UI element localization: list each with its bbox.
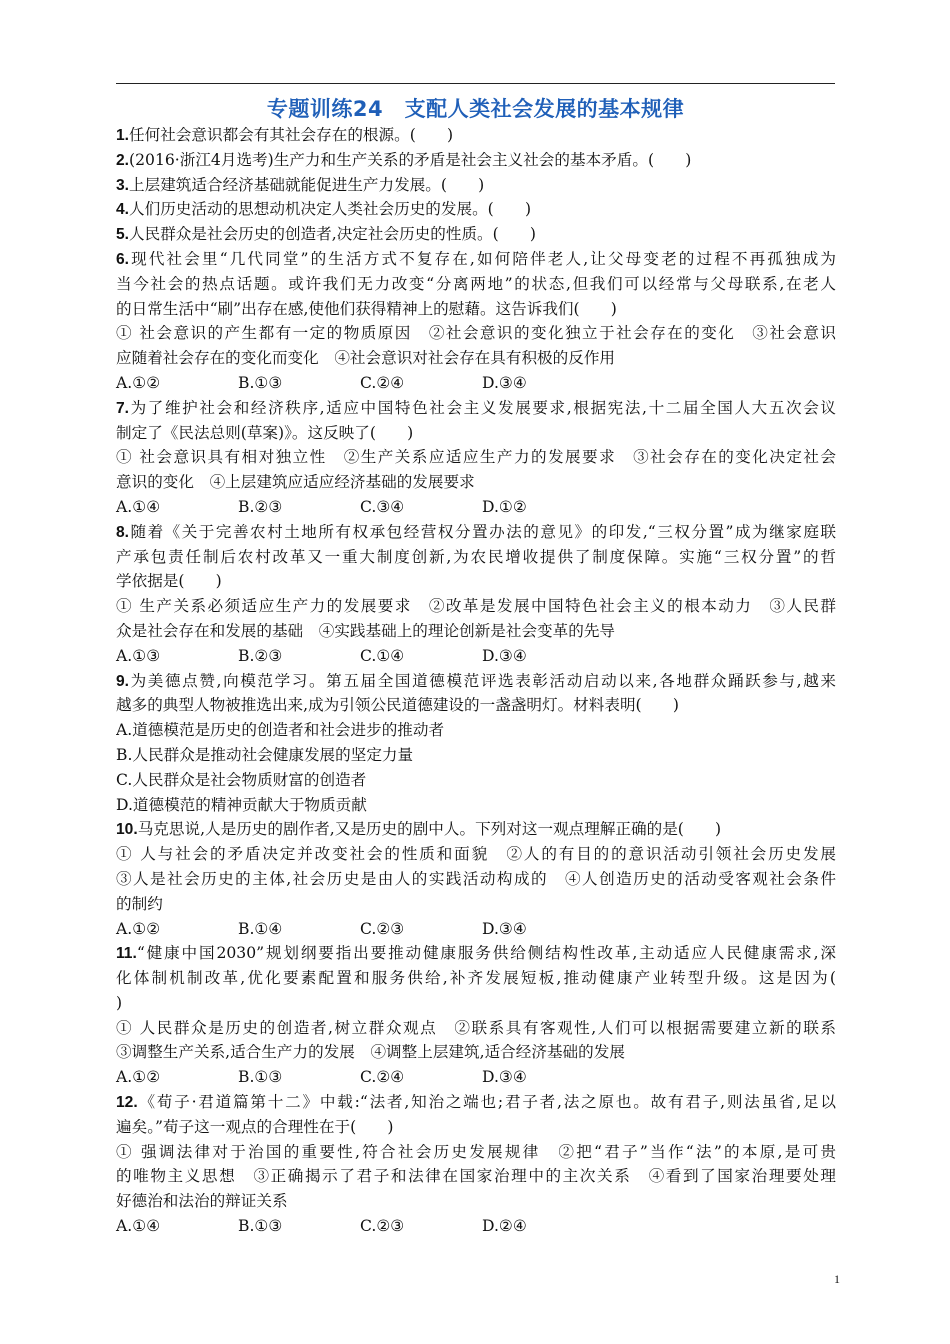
option-a: A.①② [116, 919, 161, 938]
q12-stem-line: 12.《荀子·君道篇第十二》中载:“法者,知治之端也;君子者,法之原也。故有君子,则法虽省,足以 [116, 1093, 836, 1112]
option-d: D.③④ [482, 919, 527, 938]
q10-item-line: 的制约 [116, 894, 163, 913]
question-number: 5. [116, 226, 130, 244]
q10-options [116, 917, 836, 942]
option-d: D.③④ [482, 646, 527, 665]
question-number: 6. [116, 250, 130, 268]
q8-item-line: 众是社会存在和发展的基础 ④实践基础上的理论创新是社会变革的先导 [116, 621, 616, 640]
q8-stem-line: 8.随着《关于完善农村土地所有权承包经营权分置办法的意见》的印发,“三权分置”成为继家庭联 [116, 522, 836, 541]
option-c: C.②③ [360, 919, 405, 938]
q9-choice-b: B.人民群众是推动社会健康发展的坚定力量 [116, 745, 414, 764]
option-d: D.②④ [482, 1217, 527, 1236]
question-number: 8. [116, 523, 130, 541]
q7-stem-line: 7.为了维护社会和经济秩序,适应中国特色社会主义发展要求,根据宪法,十二届全国人大五次会议 [116, 398, 836, 417]
question-number: 10. [116, 821, 138, 839]
page-number: 1 [834, 1272, 840, 1286]
option-d: D.①② [482, 497, 527, 516]
q12-item-line: 的唯物主义思想 ③正确揭示了君子和法律在国家治理中的主次关系 ④看到了国家治理要处理 [116, 1167, 836, 1186]
q10-item-line: ③人是社会历史的主体,社会历史是由人的实践活动构成的 ④人创造历史的活动受客观社会条件 [116, 869, 836, 888]
question-number: 3. [116, 176, 130, 194]
judgment-3: 3.上层建筑适合经济基础就能促进生产力发展。( ) [116, 175, 485, 194]
q10-stem-line: 10.马克思说,人是历史的剧作者,又是历史的剧中人。下列对这一观点理解正确的是( ) [116, 820, 722, 839]
option-a: A.①③ [116, 646, 161, 665]
q9-choice-a: A.道德模范是历史的创造者和社会进步的推动者 [116, 721, 445, 740]
option-c: C.①④ [360, 646, 405, 665]
question-number: 7. [116, 399, 130, 417]
question-number: 2. [116, 151, 130, 169]
q10-item-line: ① 人与社会的矛盾决定并改变社会的性质和面貌 ②人的有目的的意识活动引领社会历史发展 [116, 845, 836, 864]
q12-item-line: ① 强调法律对于治国的重要性,符合社会历史发展规律 ②把“君子”当作“法”的本原,是可贵 [116, 1142, 836, 1161]
question-number: 11. [116, 945, 137, 963]
option-c: C.③④ [360, 497, 405, 516]
q11-options [116, 1065, 836, 1090]
judgment-5: 5.人民群众是社会历史的创造者,决定社会历史的性质。( ) [116, 225, 536, 244]
q8-options [116, 644, 836, 669]
q9-stem-line: 9.为美德点赞,向模范学习。第五届全国道德模范评选表彰活动启动以来,各地群众踊跃参与,越来 [116, 671, 836, 690]
option-c: C.②③ [360, 1217, 405, 1236]
q6-item-line: ① 社会意识的产生都有一定的物质原因 ②社会意识的变化独立于社会存在的变化 ③社会意识 [116, 324, 836, 343]
option-b: B.②③ [238, 646, 283, 665]
option-c: C.②④ [360, 1068, 405, 1087]
q6-stem-line: 6.现代社会里“几代同堂”的生活方式不复存在,如何陪伴老人,让父母变老的过程不再孤独成为 [116, 249, 836, 268]
page-title: 专题训练24 支配人类社会发展的基本规律 [266, 97, 685, 121]
q11-stem-line: 11.“健康中国2030”规划纲要指出要推动健康服务供给侧结构性改革,主动适应人民健康需求,深 [116, 944, 836, 963]
option-b: B.②③ [238, 497, 283, 516]
q8-stem-line: 产承包责任制后农村改革又一重大制度创新,为农民增收提供了制度保障。实施“三权分置”的哲 [116, 547, 836, 566]
judgment-4: 4.人们历史活动的思想动机决定人类社会历史的发展。( ) [116, 200, 532, 219]
question-number: 1. [116, 127, 130, 144]
q9-stem-line: 越多的典型人物被推选出来,成为引领公民道德建设的一盏盏明灯。材料表明( ) [116, 696, 679, 715]
q11-item-line: ① 人民群众是历史的创造者,树立群众观点 ②联系具有客观性,人们可以根据需要建立新的联系 [116, 1018, 836, 1037]
option-b: B.①③ [238, 1068, 283, 1087]
q7-item-line: 意识的变化 ④上层建筑应适应经济基础的发展要求 [116, 473, 475, 492]
option-b: B.①③ [238, 1217, 283, 1236]
q6-options [116, 371, 836, 396]
q12-stem-line: 遍矣。”荀子这一观点的合理性在于( ) [116, 1117, 394, 1136]
question-number: 12. [116, 1094, 138, 1112]
q6-stem-line: 的日常生活中“刷”出存在感,使他们获得精神上的慰藉。这告诉我们( ) [116, 299, 617, 318]
option-b: B.①④ [238, 919, 283, 938]
q8-item-line: ① 生产关系必须适应生产力的发展要求 ②改革是发展中国特色社会主义的根本动力 ③人民群 [116, 597, 836, 616]
option-a: A.①④ [116, 497, 161, 516]
q9-choice-c: C.人民群众是社会物质财富的创造者 [116, 770, 367, 789]
question-body [116, 123, 836, 1239]
judgment-2: 2.(2016·浙江4月选考)生产力和生产关系的矛盾是社会主义社会的基本矛盾。( ) [116, 150, 692, 169]
q7-stem-line: 制定了《民法总则(草案)》。这反映了( ) [116, 423, 414, 442]
q11-stem-line: ) [116, 993, 123, 1012]
q11-item-line: ③调整生产关系,适合生产力的发展 ④调整上层建筑,适合经济基础的发展 [116, 1043, 625, 1062]
judgment-1: 1.任何社会意识都会有其社会存在的根源。( ) [116, 126, 454, 144]
q12-item-line: 好德治和法治的辩证关系 [116, 1192, 288, 1211]
q6-stem-line: 当今社会的热点话题。或许我们无力改变“分离两地”的状态,但我们可以经常与父母联系,在老人 [116, 274, 836, 293]
q7-options [116, 495, 836, 520]
q8-stem-line: 学依据是( ) [116, 572, 222, 591]
question-number: 9. [116, 672, 130, 690]
q9-choice-d: D.道德模范的精神贡献大于物质贡献 [116, 795, 367, 814]
q11-stem-line: 化体制机制改革,优化要素配置和服务供给,补齐发展短板,推动健康产业转型升级。这是因为( [116, 969, 836, 988]
question-number: 4. [116, 201, 130, 219]
option-d: D.③④ [482, 373, 527, 392]
option-a: A.①② [116, 373, 161, 392]
option-a: A.①④ [116, 1217, 161, 1236]
option-b: B.①③ [238, 373, 283, 392]
header-rule [116, 83, 835, 84]
q7-item-line: ① 社会意识具有相对独立性 ②生产关系应适应生产力的发展要求 ③社会存在的变化决定社会 [116, 448, 836, 467]
option-d: D.③④ [482, 1068, 527, 1087]
option-c: C.②④ [360, 373, 405, 392]
q6-item-line: 应随着社会存在的变化而变化 ④社会意识对社会存在具有积极的反作用 [116, 349, 616, 368]
option-a: A.①② [116, 1068, 161, 1087]
q12-options [116, 1214, 836, 1239]
